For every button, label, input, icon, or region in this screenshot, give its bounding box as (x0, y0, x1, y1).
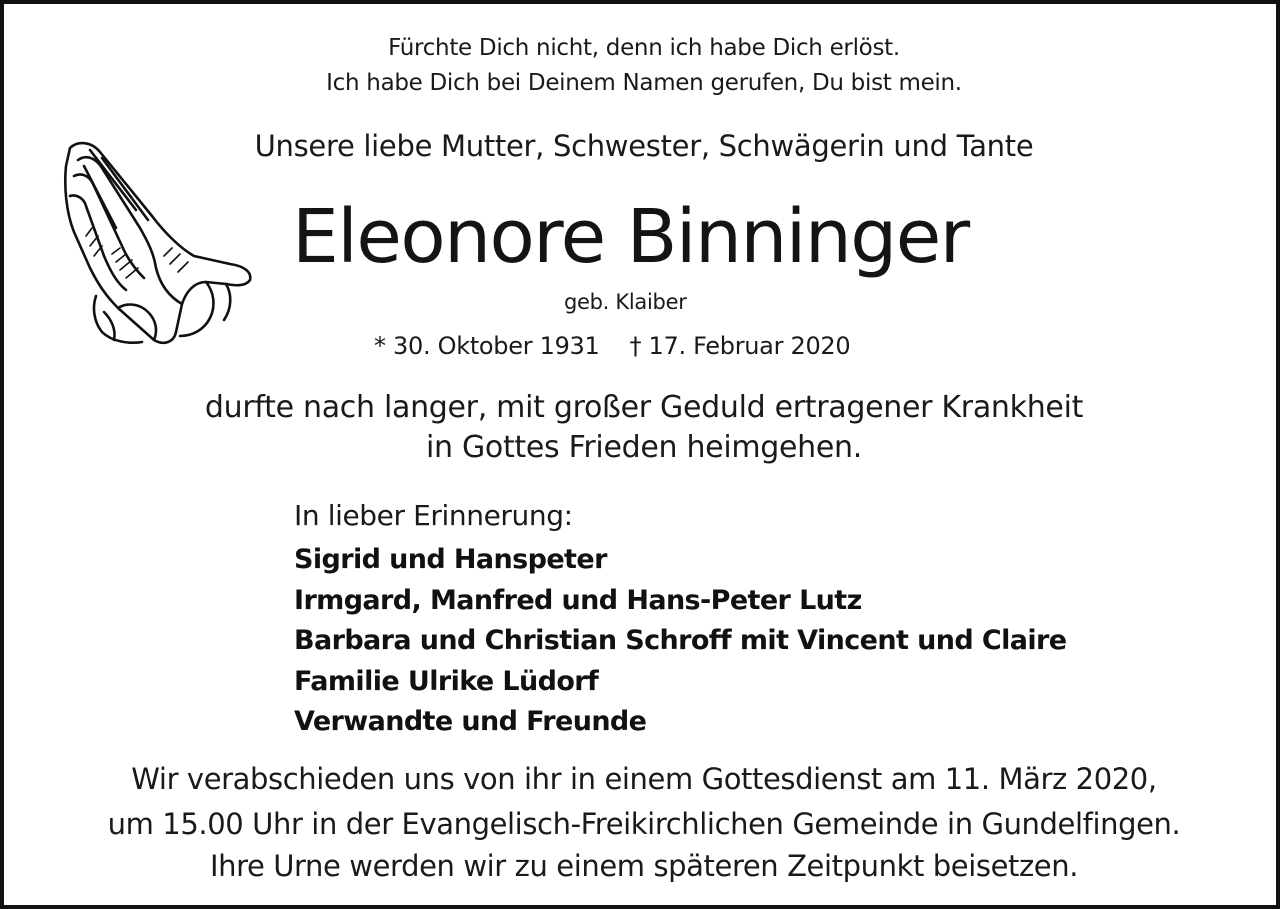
mourner-name: Irmgard, Manfred und Hans-Peter Lutz (294, 584, 862, 616)
service-line-1: Wir verabschieden uns von ihr in einem Gottesdienst am 11. März 2020, (131, 762, 1157, 796)
service-line-2: um 15.00 Uhr in der Evangelisch-Freikirchlichen Gemeinde in Gundelfingen. (107, 807, 1181, 841)
deceased-name: Eleonore Binninger (292, 194, 969, 280)
mourners-list (294, 540, 1066, 743)
intro-text: Unsere liebe Mutter, Schwester, Schwägerin und Tante (254, 129, 1034, 163)
mourner-name: Sigrid und Hanspeter (294, 544, 607, 575)
service-line-3: Ihre Urne werden wir zu einem späteren Zeitpunkt beisetzen. (209, 849, 1079, 883)
praying-hands-icon (56, 136, 256, 346)
mourner-name: Barbara und Christian Schroff mit Vincent und Claire (294, 625, 1067, 656)
verse-line-1: Fürchte Dich nicht, denn ich habe Dich erlöst. (388, 35, 900, 61)
verse-line-2: Ich habe Dich bei Deinem Namen gerufen, Du bist mein. (326, 70, 962, 96)
passing-line-2: in Gottes Frieden heimgehen. (425, 430, 863, 465)
life-dates (374, 332, 850, 360)
birth-date: * 30. Oktober 1931 (374, 332, 600, 360)
mourner-name: Verwandte und Freunde (294, 706, 647, 737)
maiden-name: geb. Klaiber (564, 290, 687, 314)
passing-line-1: durfte nach langer, mit großer Geduld ertragener Krankheit (204, 390, 1084, 425)
mourner-name: Familie Ulrike Lüdorf (294, 665, 599, 697)
memory-header: In lieber Erinnerung: (294, 499, 573, 532)
death-date: † 17. Februar 2020 (629, 332, 851, 360)
